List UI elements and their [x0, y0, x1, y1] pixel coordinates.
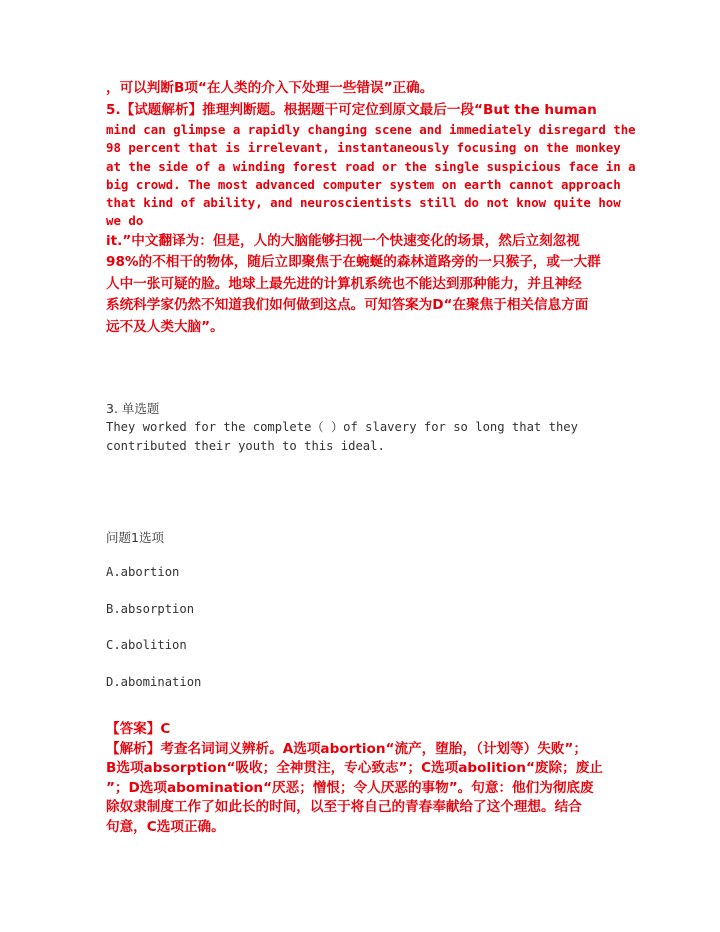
analysis-line: 98%的不相干的物体，随后立即聚焦于在蜿蜒的森林道路旁的一只猴子，或一大群 — [106, 254, 601, 271]
options-section — [106, 528, 620, 712]
analysis-line: 5.【试题解析】推理判断题。根据题干可定位到原文最后一段“But the human — [106, 101, 597, 118]
answer-section — [106, 720, 620, 837]
explanation-line: 除奴隶制度工作了如此长的时间，以至于将自己的青春奉献给了这个理想。结合 — [106, 799, 582, 815]
option-d[interactable]: D.abomination — [106, 675, 202, 690]
analysis-line: it.”中文翻译为：但是，人的大脑能够扫视一个快速变化的场景，然后立刻忽视 — [106, 232, 580, 249]
option-c[interactable]: C.abolition — [106, 638, 187, 653]
analysis-line: that kind of ability, and neuroscientists still do not know quite how — [106, 195, 621, 211]
explanation-line: 句意，C选项正确。 — [106, 818, 225, 835]
analysis-question-5 — [106, 78, 636, 338]
explanation-line: B选项absorption“吸收；全神贯注，专心致志”；C选项abolition“废除；废止 — [106, 760, 603, 776]
question-3 — [106, 400, 620, 456]
analysis-line: we do — [106, 213, 144, 229]
question-header: 3. 单选题 — [106, 401, 160, 416]
option-b[interactable]: B.absorption — [106, 601, 195, 616]
options-header: 问题1选项 — [106, 530, 164, 545]
analysis-line: mind can glimpse a rapidly changing scene and immediately disregard the — [106, 122, 636, 137]
analysis-line: 人中一张可疑的脸。地球上最先进的计算机系统也不能达到那种能力，并且神经 — [106, 275, 582, 292]
explanation-line: 【解析】考查名词词义辨析。A选项abortion“流产，堕胎，（计划等）失败”； — [106, 740, 587, 757]
analysis-line: 远不及人类大脑”。 — [106, 318, 224, 335]
analysis-line: ，可以判断B项“在人类的介入下处理一些错误”正确。 — [106, 80, 434, 96]
answer-label: 【答案】C — [106, 721, 171, 737]
analysis-line: 98 percent that is irrelevant, instantaneously focusing on the monkey — [106, 140, 621, 156]
analysis-line: 系统科学家仍然不知道我们如何做到这点。可知答案为D“在聚焦于相关信息方面 — [106, 297, 589, 314]
explanation-line: ”；D选项abomination“厌恶；憎恨；令人厌恶的事物”。句意：他们为彻底废 — [106, 779, 594, 796]
analysis-line: at the side of a winding forest road or the single suspicious face in a — [106, 158, 636, 174]
question-text-line: They worked for the complete（ ）of slavery for so long that they — [106, 420, 578, 434]
analysis-line: big crowd. The most advanced computer system on earth cannot approach — [106, 176, 621, 192]
question-text-line: contributed their youth to this ideal. — [106, 439, 385, 453]
option-a[interactable]: A.abortion — [106, 565, 180, 579]
